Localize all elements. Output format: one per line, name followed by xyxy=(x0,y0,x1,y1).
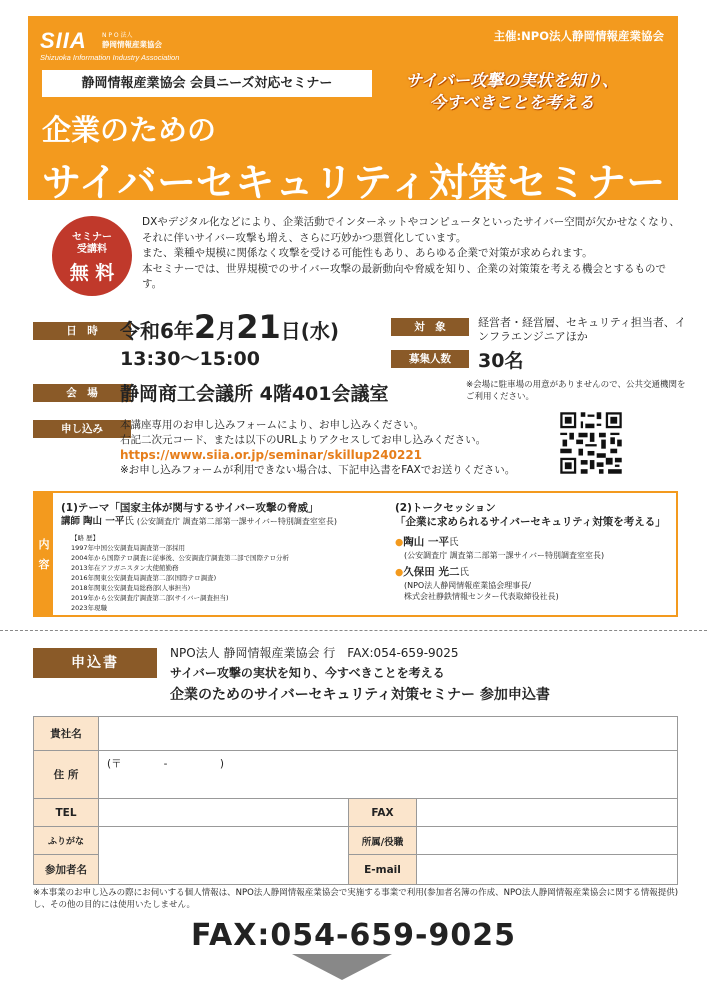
event-time: 13:30〜15:00 xyxy=(120,348,260,370)
company-field[interactable] xyxy=(99,717,678,751)
intro-text: DXやデジタル化などにより、企業活動でインターネットやコンピュータといったサイバー空間が欠かせなくなり、それに伴いサイバー攻撃も増え、さらに巧妙かつ悪質化しています。 また、業種や規模に関係なく攻撃を受ける可能性もあり、あらゆる企業で対策が求められます。 本セミナーでは、世界規模でのサイバー攻撃の最新動向や脅威を知り、企業の対策策を考える機会とするものです。 xyxy=(142,216,680,291)
siia-logo: SIIA N P O 法人 静岡情報産業協会 Shizuoka Information Industry Association xyxy=(40,28,180,62)
list-item: 2018年関東公安調査局総務部(人事担当) xyxy=(71,584,191,592)
application-form-label: 申込書 xyxy=(33,648,157,678)
list-item: 2013年在アフガニスタン大使館勤務 xyxy=(71,564,179,572)
event-date: 令和6年2月21日(水) xyxy=(120,308,339,346)
form-address: NPO法人 静岡情報産業協会 行 FAX:054-659-9025 xyxy=(170,646,459,660)
email-field[interactable] xyxy=(417,855,678,885)
career-list xyxy=(71,543,411,613)
header-banner xyxy=(28,16,678,206)
content-tab: 内容 xyxy=(35,493,53,615)
dept-field[interactable] xyxy=(417,827,678,855)
participant-field[interactable] xyxy=(99,827,349,885)
apply-label: 申し込み xyxy=(33,420,131,438)
qr-code-icon[interactable] xyxy=(558,410,624,476)
down-arrow-icon xyxy=(292,954,392,980)
lecturer-line: 講師 陶山 一平氏 (公安調査庁 調査第二部第一課サイバー特別調査室室長) xyxy=(61,516,337,527)
venue-name: 静岡商工会議所 4階401会議室 xyxy=(120,383,389,405)
privacy-note: ※本事業のお申し込みの際にお伺いする個人情報は、NPO法人静岡情報産業協会で実施する事業で利用(参加者名簿の作成、NPO法人静岡情報産業協会に関する情報提供)し、その他の目的には使用いたしません。 xyxy=(33,888,679,910)
target-text: 経営者・経営層、セキュリティ担当者、インフラエンジニアほか xyxy=(478,316,686,343)
dept-label: 所属/役職 xyxy=(349,827,417,855)
title-line1: 企業のための xyxy=(42,113,217,147)
capacity-label: 募集人数 xyxy=(391,350,469,368)
apply-url-link[interactable]: https://www.siia.or.jp/seminar/skillup240221 xyxy=(120,448,423,462)
form-title: 企業のためのサイバーセキュリティ対策セミナー 参加申込書 xyxy=(170,687,550,703)
address-field[interactable]: (〒 - ) xyxy=(99,751,678,799)
lecture-section: (1)テーマ「国家主体が関与するサイバー攻撃の脅威」 講師 陶山 一平氏 (公安調査庁 調査第二部第一課サイバー特別調査室室長) 【略 歴】 1997年中国公安調査局調査第一部採用 2004年から国際テロ調査に従事後、公安調査庁調査第二部で国際テロ分析 2013年在アフガニスタン大使館勤務 2016年関東公安調査局調査第二部(国際テロ調査) 2018年関東公安調査局総務部(人事担当) 2019年から公安調査庁調査第二部(サイバー調査担当) 2023年現職 xyxy=(61,501,411,613)
fax-number: FAX:054-659-9025 xyxy=(190,918,517,953)
list-item: 2004年から国際テロ調査に従事後、公安調査庁調査第二部で国際テロ分析 xyxy=(71,554,290,562)
tel-field[interactable] xyxy=(99,799,349,827)
fax-label: FAX xyxy=(349,799,417,827)
list-item: 2023年現職 xyxy=(71,604,108,612)
catchphrase: サイバー攻撃の実状を知り、 今すべきことを考える xyxy=(405,71,619,112)
apply-text: 本講座専用のお申し込みフォームにより、お申し込みください。 右記二次元コード、または以下のURLよりアクセスしてお申し込みください。 https://www.siia.or.jp/seminar/skillup240221 ※お申し込みフォームが利用できない場合は、下記申込書をFAXでお送りください。 xyxy=(120,418,540,478)
seminar-series-label: 静岡情報産業協会 会員ニーズ対応セミナー xyxy=(42,70,372,97)
company-label: 貴社名 xyxy=(34,717,99,751)
list-item: 2019年から公安調査庁調査第二部(サイバー調査担当) xyxy=(71,594,229,602)
bullet-icon: ● xyxy=(395,537,404,548)
title-line2: サイバーセキュリティ対策セミナー xyxy=(42,161,666,206)
application-form xyxy=(33,716,678,885)
host-label: 主催:NPO法人静岡情報産業協会 xyxy=(493,29,664,43)
free-badge: セミナー 受講料 無 料 xyxy=(52,216,132,296)
form-subtitle: サイバー攻撃の実状を知り、今すべきことを考える xyxy=(170,666,445,680)
date-label: 日 時 xyxy=(33,322,131,340)
furigana-label: ふりがな xyxy=(34,827,99,855)
tel-label: TEL xyxy=(34,799,99,827)
bullet-icon: ● xyxy=(395,567,404,578)
venue-note: ※会場に駐車場の用意がありませんので、公共交通機関をご利用ください。 xyxy=(466,380,686,402)
fax-field[interactable] xyxy=(417,799,678,827)
target-label: 対 象 xyxy=(391,318,469,336)
list-item: 1997年中国公安調査局調査第一部採用 xyxy=(71,544,186,552)
venue-label: 会 場 xyxy=(33,384,131,402)
address-label: 住 所 xyxy=(34,751,99,799)
cut-line xyxy=(0,630,707,631)
email-label: E-mail xyxy=(349,855,417,885)
capacity-value: 30名 xyxy=(478,350,524,372)
participant-label: 参加者名 xyxy=(34,855,99,885)
talk-session-section: (2)トークセッション 「企業に求められるサイバーセキュリティ対策を考える」 ●陶山 一平氏 (公安調査庁 調査第二部第一課サイバー特別調査室室長) ●久保田 光二氏 (NPO法人静岡情報産業協会理事長/ 株式会社静鉄情報センター代表取締役社長) xyxy=(395,502,666,601)
list-item: 2016年関東公安調査局調査第二部(国際テロ調査) xyxy=(71,574,217,582)
content-box xyxy=(33,491,678,617)
